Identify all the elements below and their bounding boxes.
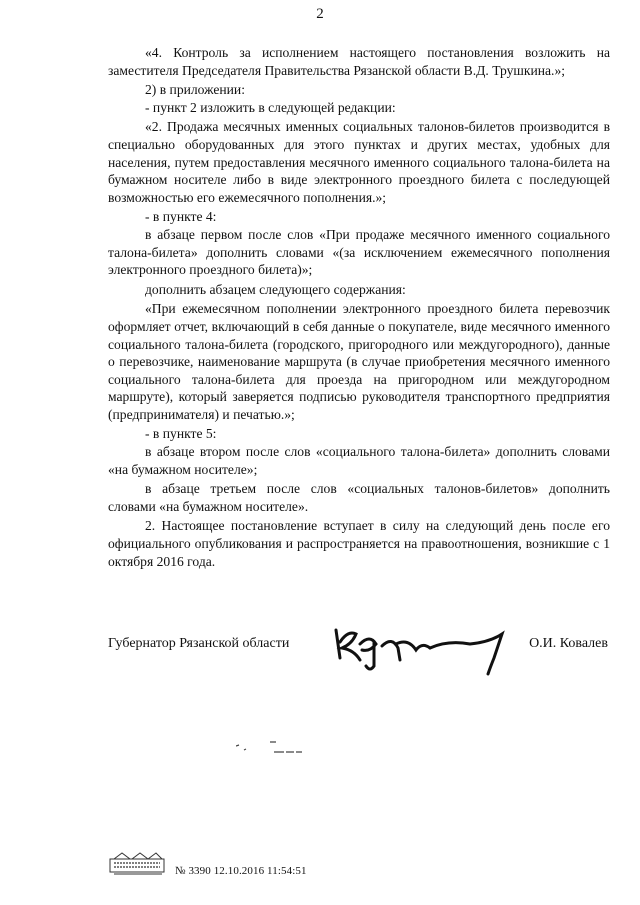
paragraph: в абзаце первом после слов «При продаже месячного именного социального талона-билета» дополнить словами «(за исключением ежемесячного пополнения электронного проездного билета)»; xyxy=(108,226,610,278)
paragraph: 2. Настоящее постановление вступает в силу на следующий день после его официального опубликования и распространяется на правоотношения, возникшие с 1 октября 2016 года. xyxy=(108,518,610,569)
handwritten-signature xyxy=(330,620,510,676)
paragraph: - пункт 2 изложить в следующей редакции: xyxy=(145,99,396,115)
signatory-title: Губернатор Рязанской области xyxy=(108,636,290,651)
registry-stamp xyxy=(108,850,168,876)
paragraph: «При ежемесячном пополнении электронного проездного билета перевозчик оформляет отчет, включающий в себя данные о покупателе, виде месячного именного социального талона-билета (городского, пригородного или междугородного), данные о перевозчике, наименование маршрута (в случае приобретения месячного именного социального талона-билета для проезда на пригородном или междугородном маршруте), который заверяется подписью руководителя транспортного предприятия (предпринимателя) и печатью.»; xyxy=(108,301,610,422)
scan-marks xyxy=(236,738,316,756)
paragraph: «4. Контроль за исполнением настоящего постановления возложить на заместителя Председателя Правительства Рязанской области В.Д. Трушкина.»; xyxy=(108,45,610,78)
page-number: 2 xyxy=(316,6,324,22)
paragraph: дополнить абзацем следующего содержания: xyxy=(145,281,406,297)
paragraph: в абзаце втором после слов «социального талона-билета» дополнить словами «на бумажном носителе»; xyxy=(108,444,610,477)
document-body xyxy=(108,44,610,570)
paragraph: - в пункте 5: xyxy=(145,426,217,442)
registration-line: № 3390 12.10.2016 11:54:51 xyxy=(175,865,307,877)
signatory-name: О.И. Ковалев xyxy=(529,636,608,651)
paragraph: 2) в приложении: xyxy=(145,82,245,98)
paragraph: в абзаце третьем после слов «социальных талонов-билетов» дополнить словами «на бумажном носителе». xyxy=(108,481,610,514)
paragraph: - в пункте 4: xyxy=(145,209,217,225)
paragraph: «2. Продажа месячных именных социальных талонов-билетов производится в специально оборудованных для этого пунктах и других местах, удобных для населения, путем предоставления месячного именного социального талона-билета на бумажном носителе либо в виде электронного проездного билета с последующей возможностью его ежемесячного пополнения.»; xyxy=(108,119,610,205)
signature-block xyxy=(108,632,610,672)
